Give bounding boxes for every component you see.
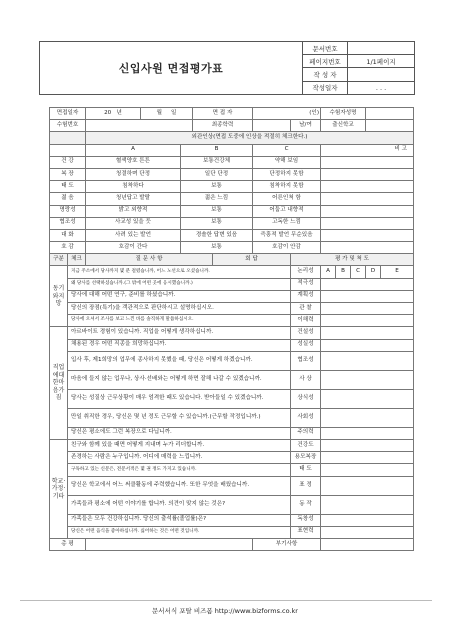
grade-field[interactable] (321, 464, 414, 476)
evaluation-col-header: 평 가 및 척 도 (291, 254, 414, 266)
overall-field[interactable] (86, 538, 253, 550)
grade-field[interactable] (321, 526, 414, 538)
grade-field[interactable] (321, 476, 414, 495)
appearance-row-label: 협조성 (50, 217, 86, 229)
exam-number-label: 수험번호 (50, 120, 86, 132)
appearance-remarks[interactable] (321, 168, 414, 180)
scale-label: 사회성 (291, 408, 321, 427)
appearance-a[interactable]: 청결하며 단정 (86, 168, 181, 180)
scale-label: 관 찰 (291, 303, 321, 315)
appearance-c[interactable]: 어른인척 함 (253, 193, 321, 205)
question-text: 마음에 들지 않는 업무나, 상사·선배와는 어떻게 하면 잘해 나갈 수 있겠습니까. (68, 370, 291, 389)
grade-e[interactable]: E (381, 266, 414, 278)
exam-number-field[interactable] (86, 120, 193, 132)
year-value: 20 (104, 109, 112, 116)
question-text: 당사는 성질상 근무상황이 매우 엄격한 때도 있습니다. 받아들일 수 있겠습니까. (68, 389, 291, 408)
question-text: 왜 당사를 선택하셨습니까.(그 밖에 어떤 곳에 응시했습니까.) (68, 278, 291, 290)
education-label: 최종학력 (193, 120, 253, 132)
school-field[interactable] (366, 120, 414, 132)
appearance-remarks[interactable] (321, 193, 414, 205)
interview-year[interactable] (86, 108, 141, 120)
scale-label: 독창성 (291, 514, 321, 526)
grade-field[interactable] (321, 351, 414, 370)
appearance-b[interactable]: 보통 (181, 242, 253, 254)
appearance-c[interactable]: 고독한 느낌 (253, 217, 321, 229)
grade-b[interactable]: B (336, 266, 351, 278)
appearance-remarks[interactable] (321, 181, 414, 193)
appearance-row-label: 건 강 (50, 156, 86, 168)
appearance-b[interactable]: 보통 (181, 181, 253, 193)
year-unit: 년 (116, 109, 122, 116)
question-text: 입사 후, 제1희망의 업무에 종사하지 못했을 때, 당신은 어떻게 하겠습니까. (68, 351, 291, 370)
grade-field[interactable] (321, 389, 414, 408)
question-text: 채용된 경우 어떤 직종을 희망하십니까. (68, 339, 291, 351)
question-text: 존경하는 사람은 누구입니까. 어디에 매력을 느낍니까. (68, 452, 291, 464)
appearance-row-label: 대 화 (50, 229, 86, 241)
col-c-header: C (253, 144, 321, 156)
scale-label: 태 도 (291, 464, 321, 476)
appearance-row-label: 태 도 (50, 181, 86, 193)
group-motivation: 동기와지망 (50, 266, 68, 327)
interviewer-seal[interactable]: (인) (253, 108, 321, 120)
appearance-c[interactable]: 단정하지 못함 (253, 168, 321, 180)
appearance-b[interactable]: 보통 (181, 217, 253, 229)
appearance-row-label: 명랑성 (50, 205, 86, 217)
appearance-a[interactable]: 혈색양호 튼튼 (86, 156, 181, 168)
day-unit: 일 (170, 109, 177, 116)
written-date-value[interactable]: . . . (348, 81, 415, 94)
document-info-table (302, 42, 414, 94)
appearance-c[interactable] (321, 229, 414, 241)
grade-field[interactable] (321, 278, 414, 290)
group-school-family: 학교·가정·기타 (50, 439, 68, 538)
question-text: 아르바이트 경험이 있습니까. 직업을 어떻게 생각하십니까. (68, 327, 291, 339)
grade-field[interactable] (321, 315, 414, 327)
page-number-label: 페이지번호 (303, 55, 348, 68)
appearance-b[interactable]: 일단 단정 (181, 168, 253, 180)
scale-label: 상식성 (291, 389, 321, 408)
scale-label: 성실성 (291, 339, 321, 351)
grade-a[interactable]: A (321, 266, 336, 278)
doc-number-label: 문서번호 (303, 42, 348, 55)
appearance-c[interactable]: 약해 보임 (253, 156, 321, 168)
form-title: 신입사원 면접평가표 (118, 62, 224, 75)
appearance-remarks[interactable] (321, 156, 414, 168)
month-unit: 월 (156, 109, 163, 116)
question-text: 당신은 어떤 음식을 좋아하십니까. 싫어하는 것은 어떤 것입니까. (68, 526, 291, 538)
grade-field[interactable] (321, 452, 414, 464)
grade-field[interactable] (321, 339, 414, 351)
grade-field[interactable] (321, 303, 414, 315)
scale-label: 주의력 (291, 427, 321, 439)
scale-label: 적극성 (291, 278, 321, 290)
scale-label: 계획성 (291, 290, 321, 302)
footer-text: 문서서식 포탈 비즈폼 http://www.bizforms.co.kr (152, 607, 298, 615)
question-text: 당신은 평소에도 그런 복장으로 다닙니까. (68, 427, 291, 439)
appearance-a[interactable]: 사교성 있을 듯 (86, 217, 181, 229)
question-text: 당사에 대해 어떤 연구, 준비를 하셨습니까. (68, 290, 291, 302)
scale-label: 이해력 (291, 315, 321, 327)
question-col-header: 질 문 사 항 (86, 254, 213, 266)
question-text: 만일 취직한 경우, 당신은 몇 년 정도 근무할 수 있습니까.(근무할 작정입니까.) (68, 408, 291, 427)
question-text: 가족들과 평소에 어떤 이야기를 합니까. 의견이 맞지 않는 것은? (68, 495, 291, 514)
author-value[interactable] (348, 68, 415, 81)
appearance-b[interactable]: 보통 (181, 205, 253, 217)
grade-field[interactable] (321, 290, 414, 302)
scale-label: 건설성 (291, 327, 321, 339)
group-work-attitude: 직업에대한마음가짐 (50, 327, 68, 440)
question-text: 친구와 함께 있을 때면 어떻게 지내며 누가 리더합니까. (68, 439, 291, 451)
question-text: 지금 주소에서 당사까지 몇 분 걸렸습니까, 어느 노선으로 오셨습니까. (68, 266, 291, 278)
grade-d[interactable]: D (366, 266, 381, 278)
scale-label: 동 작 (291, 495, 321, 514)
gender-field[interactable]: 남/여 (291, 120, 321, 132)
appearance-c[interactable]: 어둡고 내향적 (253, 205, 321, 217)
question-text: 구독하고 있는 신문은, 전문서적은 몇 권 정도 가지고 있습니까. (68, 464, 291, 476)
interview-month-day[interactable] (141, 108, 193, 120)
grade-field[interactable] (321, 439, 414, 451)
appearance-row-label: 복 장 (50, 168, 86, 180)
appearance-a[interactable]: 침착하다 (86, 181, 181, 193)
col-remarks-header: 비 고 (321, 144, 414, 156)
scale-label: 표 정 (291, 476, 321, 495)
appearance-remarks[interactable] (321, 205, 414, 217)
appearance-remarks[interactable] (321, 217, 414, 229)
school-label: 출신학교 (321, 120, 366, 132)
grade-field[interactable] (321, 514, 414, 526)
col-a-header: A (86, 144, 181, 156)
appearance-header-blank (50, 144, 86, 156)
form-header (39, 41, 415, 95)
appearance-b[interactable]: 보통건강체 (181, 156, 253, 168)
appearance-row-label: 호 감 (50, 242, 86, 254)
interview-date-label: 면접일자 (50, 108, 86, 120)
page-number-value: 1/1페이지 (348, 55, 415, 68)
overall-label: 총 평 (50, 538, 86, 550)
interviewer-label: 면 접 자 (193, 108, 253, 120)
appearance-a[interactable]: 호감이 간다 (86, 242, 181, 254)
applicant-name-field[interactable] (366, 108, 414, 120)
note-field[interactable] (321, 538, 414, 550)
question-text: 가족들은 모두 건강하십니까. 당신의 출석률(졸업률)은? (68, 514, 291, 526)
appearance-b[interactable]: 경솔한 답변 있음 (181, 229, 253, 241)
author-label: 작 성 자 (303, 68, 348, 81)
applicant-name-label: 수험자성명 (321, 108, 366, 120)
check-col-header: 체크 (68, 254, 86, 266)
group-col-header: 구분 (50, 254, 68, 266)
scale-label: 건강도 (291, 439, 321, 451)
grade-field[interactable] (321, 370, 414, 389)
evaluation-table (49, 107, 414, 551)
question-text: 당신은 학교에서 어느 써클활동에 주력했습니까. 또한 무엇을 배웠습니까. (68, 476, 291, 495)
question-text: 당사에 오셔서 조사를 보고 느낀 바를 솔직하게 말씀하십시오. (68, 315, 291, 327)
grade-field[interactable] (321, 327, 414, 339)
grade-field[interactable] (321, 495, 414, 514)
doc-number-value[interactable] (348, 42, 415, 55)
appearance-a[interactable]: 사려 있는 발언 (86, 229, 181, 241)
grade-field[interactable] (321, 427, 414, 439)
appearance-row-label: 젊 음 (50, 193, 86, 205)
answer-col-header: 회 답 (213, 254, 291, 266)
scale-label: 논리성 (291, 266, 321, 278)
scale-label: 표현력 (291, 526, 321, 538)
footer-divider (20, 600, 432, 601)
note-label: 부기사항 (253, 538, 321, 550)
appearance-heading: 외관인상(면접 도중에 인상을 적절히 체크한다.) (86, 132, 414, 144)
appearance-remarks[interactable] (321, 242, 414, 254)
grade-c[interactable]: C (351, 266, 366, 278)
scale-label: 사 상 (291, 370, 321, 389)
scale-label: 협조성 (291, 351, 321, 370)
appearance-b[interactable]: 젊은 느낌 (181, 193, 253, 205)
question-text: 당신의 장점(특기)을 객관적으로 판단하시고 설명하십시오. (68, 303, 291, 315)
appearance-a[interactable]: 청년답고 발랄 (86, 193, 181, 205)
written-date-label: 작성일자 (303, 81, 348, 94)
education-field[interactable] (253, 120, 291, 132)
appearance-a[interactable]: 밝고 외향적 (86, 205, 181, 217)
appearance-c[interactable]: 호감이 안감 (253, 242, 321, 254)
appearance-b2[interactable]: 즉흥적 발언 무순있음 (253, 229, 321, 241)
grade-field[interactable] (321, 408, 414, 427)
scale-label: 용모복장 (291, 452, 321, 464)
appearance-c[interactable]: 침착하지 못함 (253, 181, 321, 193)
col-b-header: B (181, 144, 253, 156)
appearance-spacer (50, 132, 86, 144)
